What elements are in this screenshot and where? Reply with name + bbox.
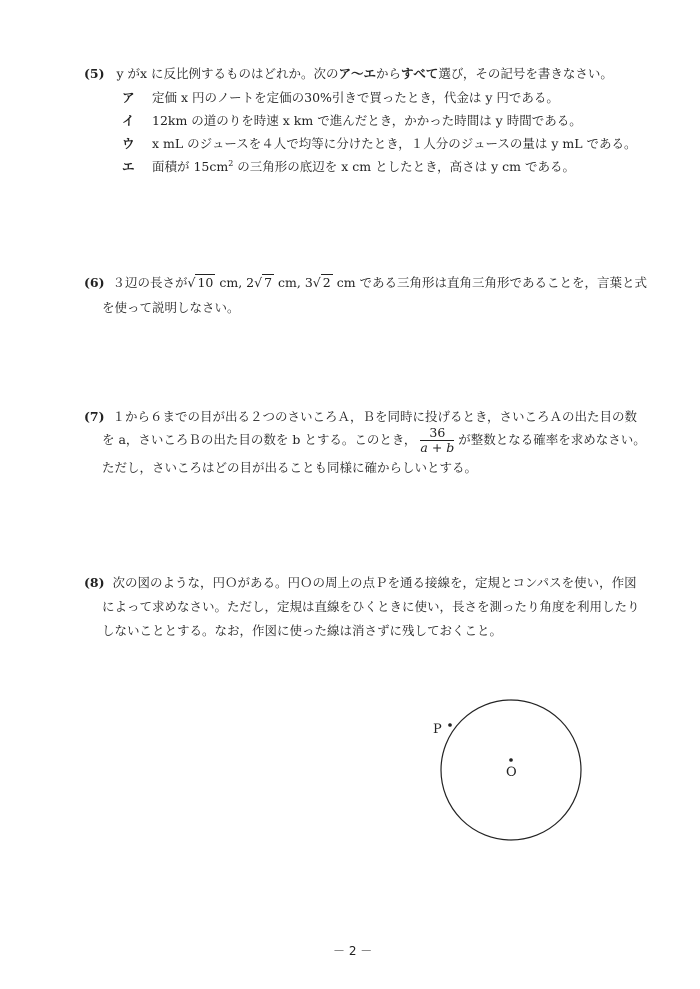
fraction-denominator: a + b [420, 440, 455, 455]
q5-option-e-text-pre: 面積が 15cm [152, 159, 229, 174]
q5-stem-mid: から [376, 66, 402, 81]
sqrt-10-radicand: 10 [197, 275, 214, 290]
q7-line2-pre: を a，さいころＢの出た目の数を b とする。このとき， [102, 432, 417, 447]
q5-option-u-text: x mL のジュースを４人で均等に分けたとき，１人分のジュースの量は y mL である。 [152, 136, 637, 151]
q6-unit2: cm, [278, 275, 301, 290]
page-number: － 2 － [333, 944, 373, 958]
q6-unit1: cm, [219, 275, 243, 290]
q5-number: (5) [84, 66, 105, 81]
q6-text-a: ３辺の長さが [112, 275, 188, 290]
q8-line1 [84, 573, 637, 591]
q5-option-u [122, 134, 637, 152]
q6-coef3: 3 [304, 275, 313, 290]
q7-line3: ただし，さいころはどの目が出ることも同様に確からしいとする。 [102, 460, 478, 475]
q6-line2: を使って説明しなさい。 [102, 300, 240, 315]
q5-option-i [122, 111, 582, 129]
q8-line3: しないこととする。なお，作図に使った線は消さずに残しておくこと。 [102, 623, 503, 638]
q5-stem-bold: ア〜エ [338, 66, 377, 81]
q5-option-e-sup: 2 [228, 158, 234, 168]
q7-line2-post: が整数となる確率を求めなさい。 [458, 432, 646, 447]
label-p: P [433, 722, 442, 737]
center-point-o [509, 758, 513, 762]
q7-line2 [102, 426, 646, 455]
label-o: O [506, 765, 517, 780]
q8-number: (8) [84, 575, 105, 590]
circle-figure [420, 680, 600, 860]
sqrt-7-radicand: 7 [264, 275, 273, 290]
q6-text-b: cm である三角形は直角三角形であることを，言葉と式 [336, 275, 648, 290]
fraction-numerator: 36 [420, 426, 454, 441]
sqrt-2-radicand: 2 [322, 275, 331, 290]
q8-line2: によって求めなさい。ただし，定規は直線をひくときに使い，長さを測ったり角度を利用したり [102, 599, 640, 614]
q5-option-a-text: 定価 x 円のノートを定価の30%引きで買ったとき，代金は y 円である。 [152, 90, 559, 105]
sqrt-10: √ 10 [187, 275, 214, 290]
sqrt-2: √ 2 [312, 275, 331, 290]
q5-option-e-mark: エ [122, 159, 135, 174]
q7-line1-text: １から６までの目が出る２つのさいころＡ，Ｂを同時に投げるとき，さいころＡの出た目の数 [112, 409, 637, 424]
q5-option-a [122, 88, 559, 106]
q5-option-a-mark: ア [122, 90, 135, 105]
q6-line1 [84, 273, 647, 291]
point-p [448, 723, 452, 727]
q6-number: (6) [84, 275, 105, 290]
q5-option-e-text-post: の三角形の底辺を x cm としたとき，高さは y cm である。 [233, 159, 575, 174]
q7-number: (7) [84, 409, 105, 424]
sqrt-7: √ 7 [254, 275, 273, 290]
q5-option-u-mark: ウ [122, 136, 135, 151]
q7-line1 [84, 407, 637, 425]
q5-stem-post: 選び，その記号を書きなさい。 [438, 66, 613, 81]
fraction-36-over-a-plus-b [420, 426, 454, 455]
q5-option-i-mark: イ [122, 113, 135, 128]
q5-stem-pre: y がx に反比例するものはどれか。次の [116, 66, 339, 81]
q8-line1-text: 次の図のような，円Ｏがある。円Ｏの周上の点Ｐを通る接線を，定規とコンパスを使い，作図 [112, 575, 637, 590]
q6-coef2: 2 [246, 275, 255, 290]
q5-option-e [122, 157, 575, 175]
q5-option-i-text: 12km の道のりを時速 x km で進んだとき，かかった時間は y 時間である。 [152, 113, 582, 128]
q5-stem-bold2: すべて [401, 66, 439, 81]
q5-stem [84, 64, 613, 82]
